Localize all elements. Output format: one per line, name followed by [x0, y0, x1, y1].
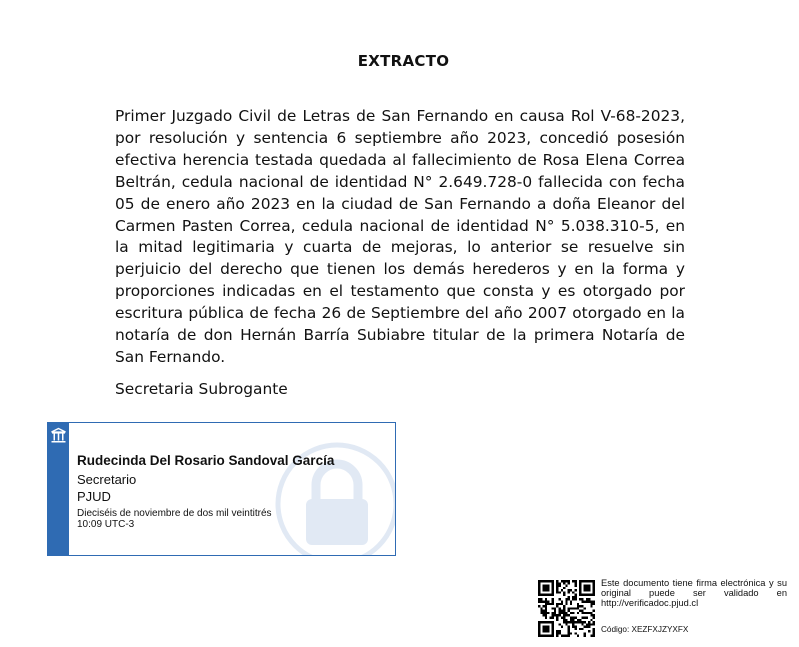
signature-time: 10:09 UTC-3: [77, 519, 135, 530]
courthouse-icon: [50, 427, 67, 444]
verification-block: [538, 578, 788, 638]
verification-code: Código: XEZFXJZYXFX: [601, 625, 689, 634]
qr-code-icon: [538, 580, 595, 637]
electronic-signature-box: [47, 422, 396, 556]
signer-organization: PJUD: [77, 489, 111, 504]
closing-signature-title: Secretaria Subrogante: [115, 380, 288, 398]
signature-details: [77, 453, 334, 530]
document-body: Primer Juzgado Civil de Letras de San Fernando en causa Rol V-68-2023, por resolución y sentencia 6 septiembre año 2023, concedió posesión efectiva herencia testada quedada al fallecimiento de Rosa Elena Correa Beltrán, cedula nacional de identidad N° 2.649.728-0 fallecida con fecha 05 de enero año 2023 en la ciudad de San Fernando a doña Eleanor del Carmen Pasten Correa, cedula nacional de identidad N° 5.038.310-5, en la mitad legitimaria y cuarta de mejoras, lo anterior se resuelve sin perjuicio del derecho que tienen los demás herederos y en la forma y proporciones indicadas en el testamento que consta y es otorgado por escritura pública de fecha 26 de Septiembre del año 2007 otorgado en la notaría de don Hernán Barría Subiabre titular de la primera Notaría de San Fernando.: [115, 107, 685, 366]
document-title: EXTRACTO: [357, 52, 450, 70]
signer-name: Rudecinda Del Rosario Sandoval García: [77, 453, 335, 468]
verification-text: Este documento tiene firma electrónica y su original puede ser validado en http://verificadoc.pjud.cl: [601, 578, 787, 608]
signature-date: Dieciséis de noviembre de dos mil veintitrés: [77, 508, 272, 519]
signer-role: Secretario: [77, 472, 137, 487]
signature-side-bar: [48, 423, 69, 555]
